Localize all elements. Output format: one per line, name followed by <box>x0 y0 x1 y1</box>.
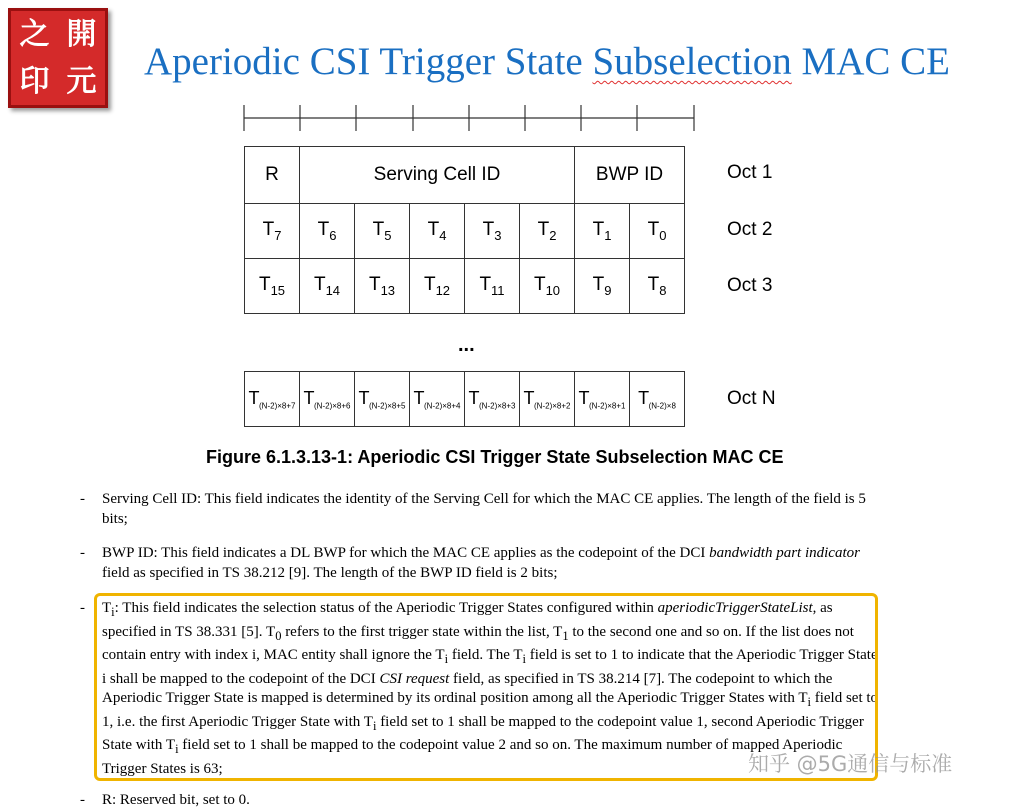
bit-index: 10 <box>545 282 561 298</box>
figure-caption: Figure 6.1.3.13-1: Aperiodic CSI Trigger State Subselection MAC CE <box>206 447 784 467</box>
title-prefix: Aperiodic CSI Trigger State <box>144 40 593 83</box>
list-item <box>80 791 880 811</box>
bit-base: T <box>317 219 330 241</box>
bit-index: 3 <box>494 227 502 243</box>
bit-index: 8 <box>659 282 667 298</box>
list-item-text: BWP ID: This field indicates a DL BWP for which the MAC CE applies as the codepoint of the DCI bandwidth part indicator field as specified in TS 38.212 [9]. The length of the BWP ID field is 2 bits; <box>102 545 860 581</box>
bit-index: (N-2)×8+5 <box>369 401 406 411</box>
bit-base: T <box>537 219 550 241</box>
mac-ce-table <box>244 146 685 314</box>
bit-base: T <box>368 274 381 296</box>
bit-index: 6 <box>329 227 337 243</box>
bit-cell <box>355 259 410 314</box>
bit-base: T <box>578 387 590 408</box>
bit-cell <box>245 372 300 427</box>
bit-cell <box>300 259 355 314</box>
bit-base: T <box>638 387 649 408</box>
bit-base: T <box>262 219 275 241</box>
list-dash: - <box>80 545 85 561</box>
oct-label: Oct N <box>727 388 776 409</box>
bit-cell <box>245 204 300 259</box>
ellipsis: ... <box>458 334 475 356</box>
bit-cell <box>355 372 410 427</box>
bit-index: (N-2)×8+2 <box>534 401 571 411</box>
logo-char: 開 <box>66 16 97 52</box>
bit-index: (N-2)×8+6 <box>314 401 351 411</box>
bit-base: T <box>523 387 535 408</box>
bit-index: (N-2)×8+3 <box>479 401 516 411</box>
bit-cell <box>465 259 520 314</box>
bit-index: 4 <box>439 227 447 243</box>
r-field: R <box>245 147 300 204</box>
list-dash: - <box>80 491 85 507</box>
title-suffix: MAC CE <box>791 40 950 83</box>
bit-cell <box>245 259 300 314</box>
oct-label: Oct 3 <box>727 275 773 296</box>
bit-index: 2 <box>549 227 557 243</box>
bit-cell <box>630 372 685 427</box>
bit-index: (N-2)×8+4 <box>424 401 461 411</box>
bit-base: T <box>482 219 495 241</box>
logo-char: 印 <box>19 63 50 99</box>
oct-label: Oct 2 <box>727 219 773 240</box>
mac-ce-table-octn <box>244 371 685 427</box>
bit-index: 15 <box>270 282 286 298</box>
bit-cell <box>355 204 410 259</box>
bit-index: 11 <box>491 282 505 298</box>
bit-cell <box>630 259 685 314</box>
list-item <box>80 490 880 529</box>
bit-index: 5 <box>384 227 392 243</box>
list-dash: - <box>80 600 85 616</box>
bit-base: T <box>647 274 660 296</box>
bit-cell <box>630 204 685 259</box>
bit-cell <box>520 372 575 427</box>
list-item <box>80 544 880 583</box>
bit-index: 7 <box>274 227 282 243</box>
logo-char: 之 <box>19 16 50 52</box>
bit-base: T <box>427 219 440 241</box>
list-item-text: R: Reserved bit, set to 0. <box>102 792 250 808</box>
oct-label: Oct 1 <box>727 162 773 183</box>
bit-base: T <box>647 219 660 241</box>
serving-cell-id-field: Serving Cell ID <box>300 147 575 204</box>
bit-index: (N-2)×8 <box>648 401 676 411</box>
title-underlined-word: Subselection <box>592 40 792 83</box>
bit-cell <box>465 204 520 259</box>
bit-cell <box>300 372 355 427</box>
watermark: 知乎 @5G通信与标准 <box>748 752 953 776</box>
bit-base: T <box>413 387 425 408</box>
bit-ruler <box>0 0 1032 140</box>
bit-base: T <box>592 219 605 241</box>
oct3-row <box>245 259 685 314</box>
oct1-row <box>245 147 685 204</box>
bit-base: T <box>258 274 271 296</box>
bit-base: T <box>423 274 436 296</box>
bit-index: 12 <box>435 282 451 298</box>
bit-index: 0 <box>659 227 667 243</box>
bit-base: T <box>313 274 326 296</box>
bit-base: T <box>479 274 492 296</box>
bit-cell <box>520 259 575 314</box>
bit-base: T <box>468 387 480 408</box>
list-item-text: Serving Cell ID: This field indicates the identity of the Serving Cell for which the MAC CE applies. The length of the field is 5 bits; <box>102 491 866 527</box>
bit-cell <box>575 372 630 427</box>
bit-cell <box>410 204 465 259</box>
octn-row <box>245 372 685 427</box>
logo-char: 元 <box>66 63 97 99</box>
bit-cell <box>575 204 630 259</box>
bit-index: 13 <box>380 282 396 298</box>
bit-cell <box>410 372 465 427</box>
oct2-row <box>245 204 685 259</box>
bit-cell <box>520 204 575 259</box>
bit-cell <box>300 204 355 259</box>
list-item-text: $T_i$: This field indicates the selection status of the Aperiodic Trigger States configured within aperiodicTriggerStateList, as specified in TS 38.331 [5]. $T_0$ refers to the first trigger state within the list, $T_1$ to the second one and so on. If the list does not contain entry with index i, MAC entity shall ignore the $T_i$ field. The $T_i$ field is set to 1 to indicate that the Aperiodic Trigger State i shall be mapped to the codepoint of the DCI CSI request field, as specified in TS 38.214 [7]. The codepoint to which the Aperiodic Trigger State is mapped is determined by its ordinal position among all the Aperiodic Trigger States with $T_i$ field set to 1, i.e. the first Aperiodic Trigger State with $T_i$ field set to 1 shall be mapped to the codepoint value 1, second Aperiodic Trigger State with $T_i$ field set to 1 shall be mapped to the codepoint value 2 and so on. The maximum number of mapped Aperiodic Trigger States is 63; <box>102 600 879 777</box>
bit-base: T <box>533 274 546 296</box>
bit-base: T <box>248 387 260 408</box>
bit-base: T <box>358 387 370 408</box>
bit-index: 9 <box>604 282 612 298</box>
bit-index: (N-2)×8+1 <box>589 401 626 411</box>
bit-index: (N-2)×8+7 <box>259 401 296 411</box>
bit-index: 1 <box>604 227 612 243</box>
bit-base: T <box>592 274 605 296</box>
bwp-id-field: BWP ID <box>575 147 685 204</box>
list-dash: - <box>80 792 85 808</box>
bit-cell <box>575 259 630 314</box>
bit-index: 14 <box>325 282 341 298</box>
bit-base: T <box>372 219 385 241</box>
bit-cell <box>465 372 520 427</box>
bit-base: T <box>303 387 315 408</box>
bit-cell <box>410 259 465 314</box>
